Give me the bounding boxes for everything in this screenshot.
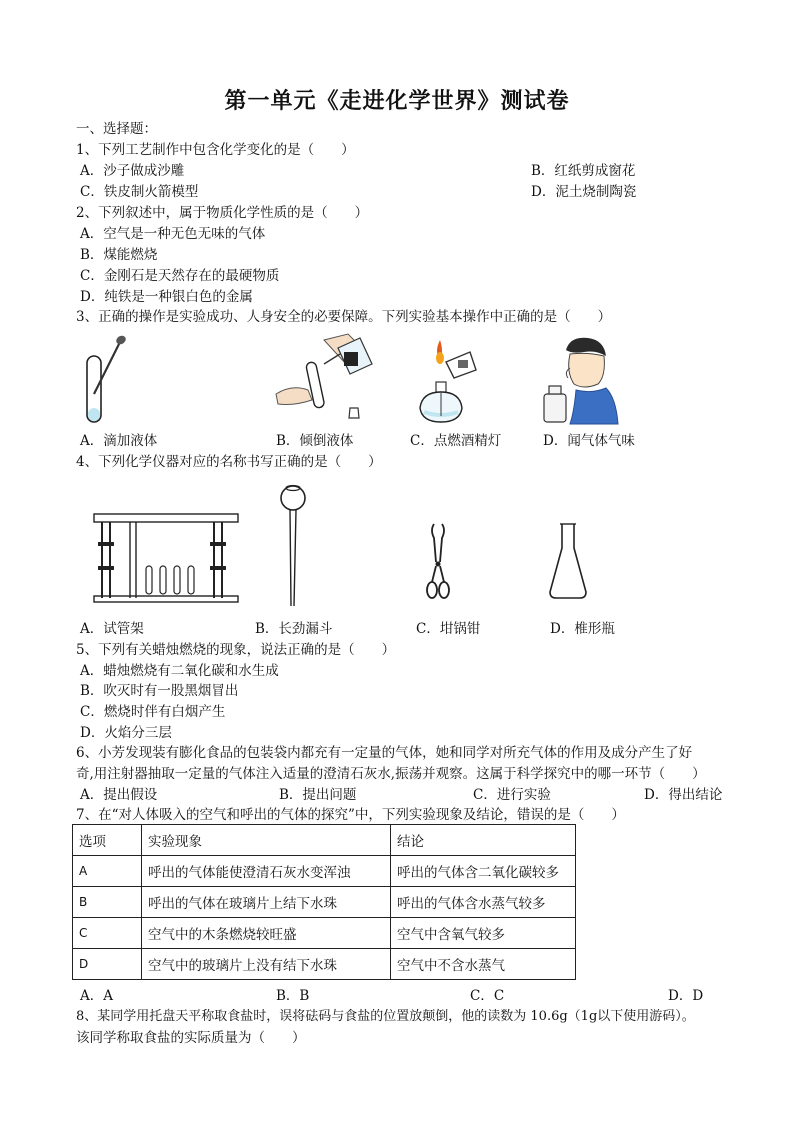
q3-stem: 3、正确的操作是实验成功、人身安全的必要保障。下列实验基本操作中正确的是（ ） — [76, 309, 612, 325]
q1-option-c: C．铁皮制火箭模型 — [80, 184, 199, 200]
test-tube-rack-icon — [92, 512, 240, 604]
q5-option-b: B．吹灭时有一股黑烟冒出 — [80, 683, 239, 699]
pouring-liquid-icon — [268, 334, 378, 426]
q2-stem: 2、下列叙述中，属于物质化学性质的是（ ） — [76, 205, 369, 221]
table-cell: 空气中含氧气较多 — [391, 918, 576, 949]
table-row — [73, 856, 576, 887]
table-cell: 空气中的玻璃片上没有结下水珠 — [142, 949, 391, 980]
table-header-row — [73, 825, 576, 856]
table-cell: B — [73, 887, 142, 918]
table-cell: 空气中不含水蒸气 — [391, 949, 576, 980]
q7-option-b: B．B — [276, 988, 310, 1004]
q3-option-c: C．点燃酒精灯 — [410, 433, 502, 449]
q6-option-c: C．进行实验 — [473, 787, 551, 803]
table-header-cell: 结论 — [391, 825, 576, 856]
table-cell: C — [73, 918, 142, 949]
page-title: 第一单元《走进化学世界》测试卷 — [224, 88, 570, 114]
q6-stem-line2: 奇,用注射器抽取一定量的气体注入适量的澄清石灰水,振荡并观察。这属于科学探究中的哪一环节（ ） — [76, 766, 706, 782]
q2-option-d: D．纯铁是一种银白色的金属 — [80, 289, 253, 305]
q7-table — [72, 824, 576, 980]
q2-option-b: B．煤能燃烧 — [80, 247, 158, 263]
q4-stem: 4、下列化学仪器对应的名称书写正确的是（ ） — [76, 454, 382, 470]
table-header-cell: 选项 — [73, 825, 142, 856]
q4-option-a: A．试管架 — [80, 621, 144, 637]
q4-option-c: C．坩锅钳 — [416, 621, 481, 637]
table-header-cell: 实验现象 — [142, 825, 391, 856]
crucible-tongs-icon — [424, 520, 454, 604]
q8-stem-line2: 该同学称取食盐的实际质量为（ ） — [76, 1030, 306, 1046]
q7-option-c: C．C — [470, 988, 505, 1004]
q1-option-d: D．泥土烧制陶瓷 — [531, 184, 637, 200]
q4-option-b: B．长劲漏斗 — [255, 621, 333, 637]
q7-stem: 7、在“对人体吸入的空气和呼出的气体的探究”中，下列实验现象及结论，错误的是（ ） — [76, 807, 625, 823]
q7-option-a: A．A — [80, 988, 113, 1004]
table-cell: 空气中的木条燃烧较旺盛 — [142, 918, 391, 949]
q3-option-a: A．滴加液体 — [80, 433, 158, 449]
q5-option-c: C．燃烧时伴有白烟产生 — [80, 704, 226, 720]
q2-option-c: C．金刚石是天然存在的最硬物质 — [80, 268, 280, 284]
q1-stem: 1、下列工艺制作中包含化学变化的是（ ） — [76, 142, 355, 158]
q5-stem: 5、下列有关蜡烛燃烧的现象，说法正确的是（ ） — [76, 642, 396, 658]
table-cell: A — [73, 856, 142, 887]
q3-option-d: D．闻气体气味 — [543, 433, 635, 449]
table-cell: 呼出的气体含二氧化碳较多 — [391, 856, 576, 887]
q6-option-a: A．提出假设 — [80, 787, 158, 803]
smelling-gas-icon — [540, 332, 620, 426]
q6-stem-line1: 6、小芳发现装有膨化食品的包装袋内都充有一定量的气体，她和同学对所充气体的作用及成分产生了好 — [76, 745, 693, 761]
table-cell: 呼出的气体在玻璃片上结下水珠 — [142, 887, 391, 918]
conical-flask-icon — [548, 520, 588, 600]
q2-option-a: A．空气是一种无色无味的气体 — [80, 226, 266, 242]
table-cell: D — [73, 949, 142, 980]
dropper-into-test-tube-icon — [78, 334, 128, 426]
q5-option-a: A．蜡烛燃烧有二氧化碳和水生成 — [80, 663, 279, 679]
q4-option-d: D．椎形瓶 — [550, 621, 615, 637]
q6-option-b: B．提出问题 — [279, 787, 357, 803]
q3-option-b: B．倾倒液体 — [276, 433, 354, 449]
q1-option-b: B．红纸剪成窗花 — [531, 163, 636, 179]
table-row — [73, 949, 576, 980]
q5-option-d: D．火焰分三层 — [80, 725, 172, 741]
table-row — [73, 887, 576, 918]
table-cell: 呼出的气体能使澄清石灰水变浑浊 — [142, 856, 391, 887]
q6-option-d: D．得出结论 — [644, 787, 723, 803]
long-neck-funnel-icon — [276, 484, 310, 610]
table-row — [73, 918, 576, 949]
q7-option-d: D．D — [668, 988, 704, 1004]
table-cell: 呼出的气体含水蒸气较多 — [391, 887, 576, 918]
section-heading: 一、选择题： — [76, 121, 157, 137]
q8-stem-line1: 8、某同学用托盘天平称取食盐时，误将砝码与食盐的位置放颠倒，他的读数为 10.6g（1g以下使用游码）。 — [76, 1009, 695, 1024]
q1-option-a: A．沙子做成沙雕 — [80, 163, 185, 179]
lighting-alcohol-lamp-icon — [414, 334, 484, 426]
